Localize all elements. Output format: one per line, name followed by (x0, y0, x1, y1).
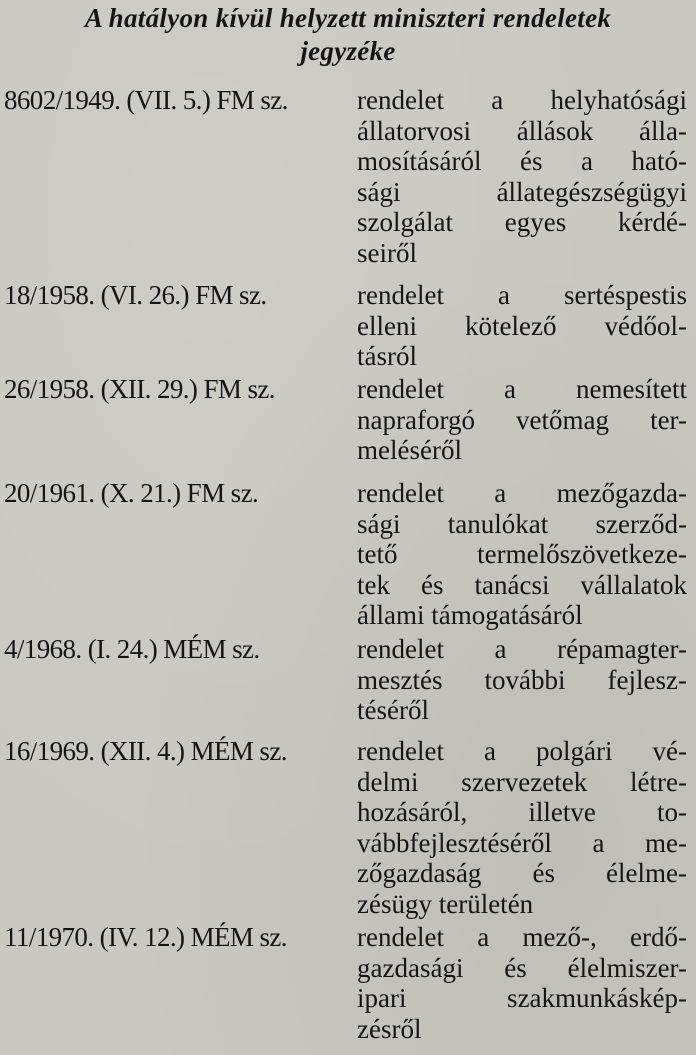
decree-reference: 20/1961. (X. 21.) FM sz. (4, 478, 259, 508)
description-line: delmi szervezetek létre- (357, 766, 687, 797)
decree-description (357, 374, 687, 466)
description-line: elleni kötelező védőol- (357, 310, 687, 341)
description-line: rendelet a sertéspestis (357, 280, 687, 310)
decree-description (357, 280, 687, 372)
description-line: állatorvosi állások álla- (357, 115, 687, 146)
decree-description (357, 478, 687, 631)
description-line: rendelet a polgári vé- (357, 736, 687, 766)
decree-description (357, 736, 687, 919)
decree-reference: 8602/1949. (VII. 5.) FM sz. (4, 85, 288, 115)
description-line: mesztés további fejlesz- (357, 664, 687, 695)
decree-description (357, 922, 687, 1044)
description-line: tető termelőszövetkeze- (357, 539, 687, 569)
description-line: zésről (357, 1013, 422, 1044)
description-line: sági állategészségügyi (357, 176, 687, 207)
decree-reference: 26/1958. (XII. 29.) FM sz. (4, 374, 275, 404)
title-line-1: A hatályon kívül helyzett miniszteri rendeletek (84, 3, 612, 33)
title-line-2: jegyzéke (300, 36, 396, 66)
description-line: rendelet a répamagter- (357, 634, 687, 664)
decree-reference: 4/1968. (I. 24.) MÉM sz. (4, 634, 260, 664)
description-line: tek és tanácsi vállalatok (357, 569, 687, 600)
description-line: szolgálat egyes kérdé- (357, 207, 687, 237)
description-line: sági tanulókat szerződ- (357, 508, 687, 539)
decree-description (357, 634, 687, 726)
description-line: napraforgó vetőmag ter- (357, 404, 687, 435)
description-line: mosításáról és a ható- (357, 146, 687, 176)
description-line: tásról (357, 341, 417, 371)
decree-reference: 11/1970. (IV. 12.) MÉM sz. (4, 922, 287, 952)
page-title (0, 2, 696, 68)
decree-reference: 16/1969. (XII. 4.) MÉM sz. (4, 736, 287, 766)
description-line: ipari szakmunkáskép- (357, 983, 687, 1013)
description-line: állami támogatásáról (357, 600, 583, 630)
description-line: rendelet a mező-, erdő- (357, 922, 687, 952)
description-line: rendelet a nemesített (357, 374, 687, 404)
description-line: rendelet a helyhatósági (357, 85, 687, 115)
description-line: seiről (357, 237, 417, 268)
decree-description (357, 85, 687, 268)
description-line: zésügy területén (357, 888, 534, 919)
description-line: zőgazdaság és élelme- (357, 858, 687, 888)
description-line: meléséről (357, 435, 462, 465)
description-line: téséről (357, 695, 429, 725)
decree-reference: 18/1958. (VI. 26.) FM sz. (4, 280, 267, 310)
description-line: hozásáról, illetve to- (357, 797, 687, 827)
description-line: vábbfejlesztéséről a me- (357, 827, 687, 858)
description-line: gazdasági és élelmiszer- (357, 952, 687, 983)
description-line: rendelet a mezőgazda- (357, 478, 687, 508)
